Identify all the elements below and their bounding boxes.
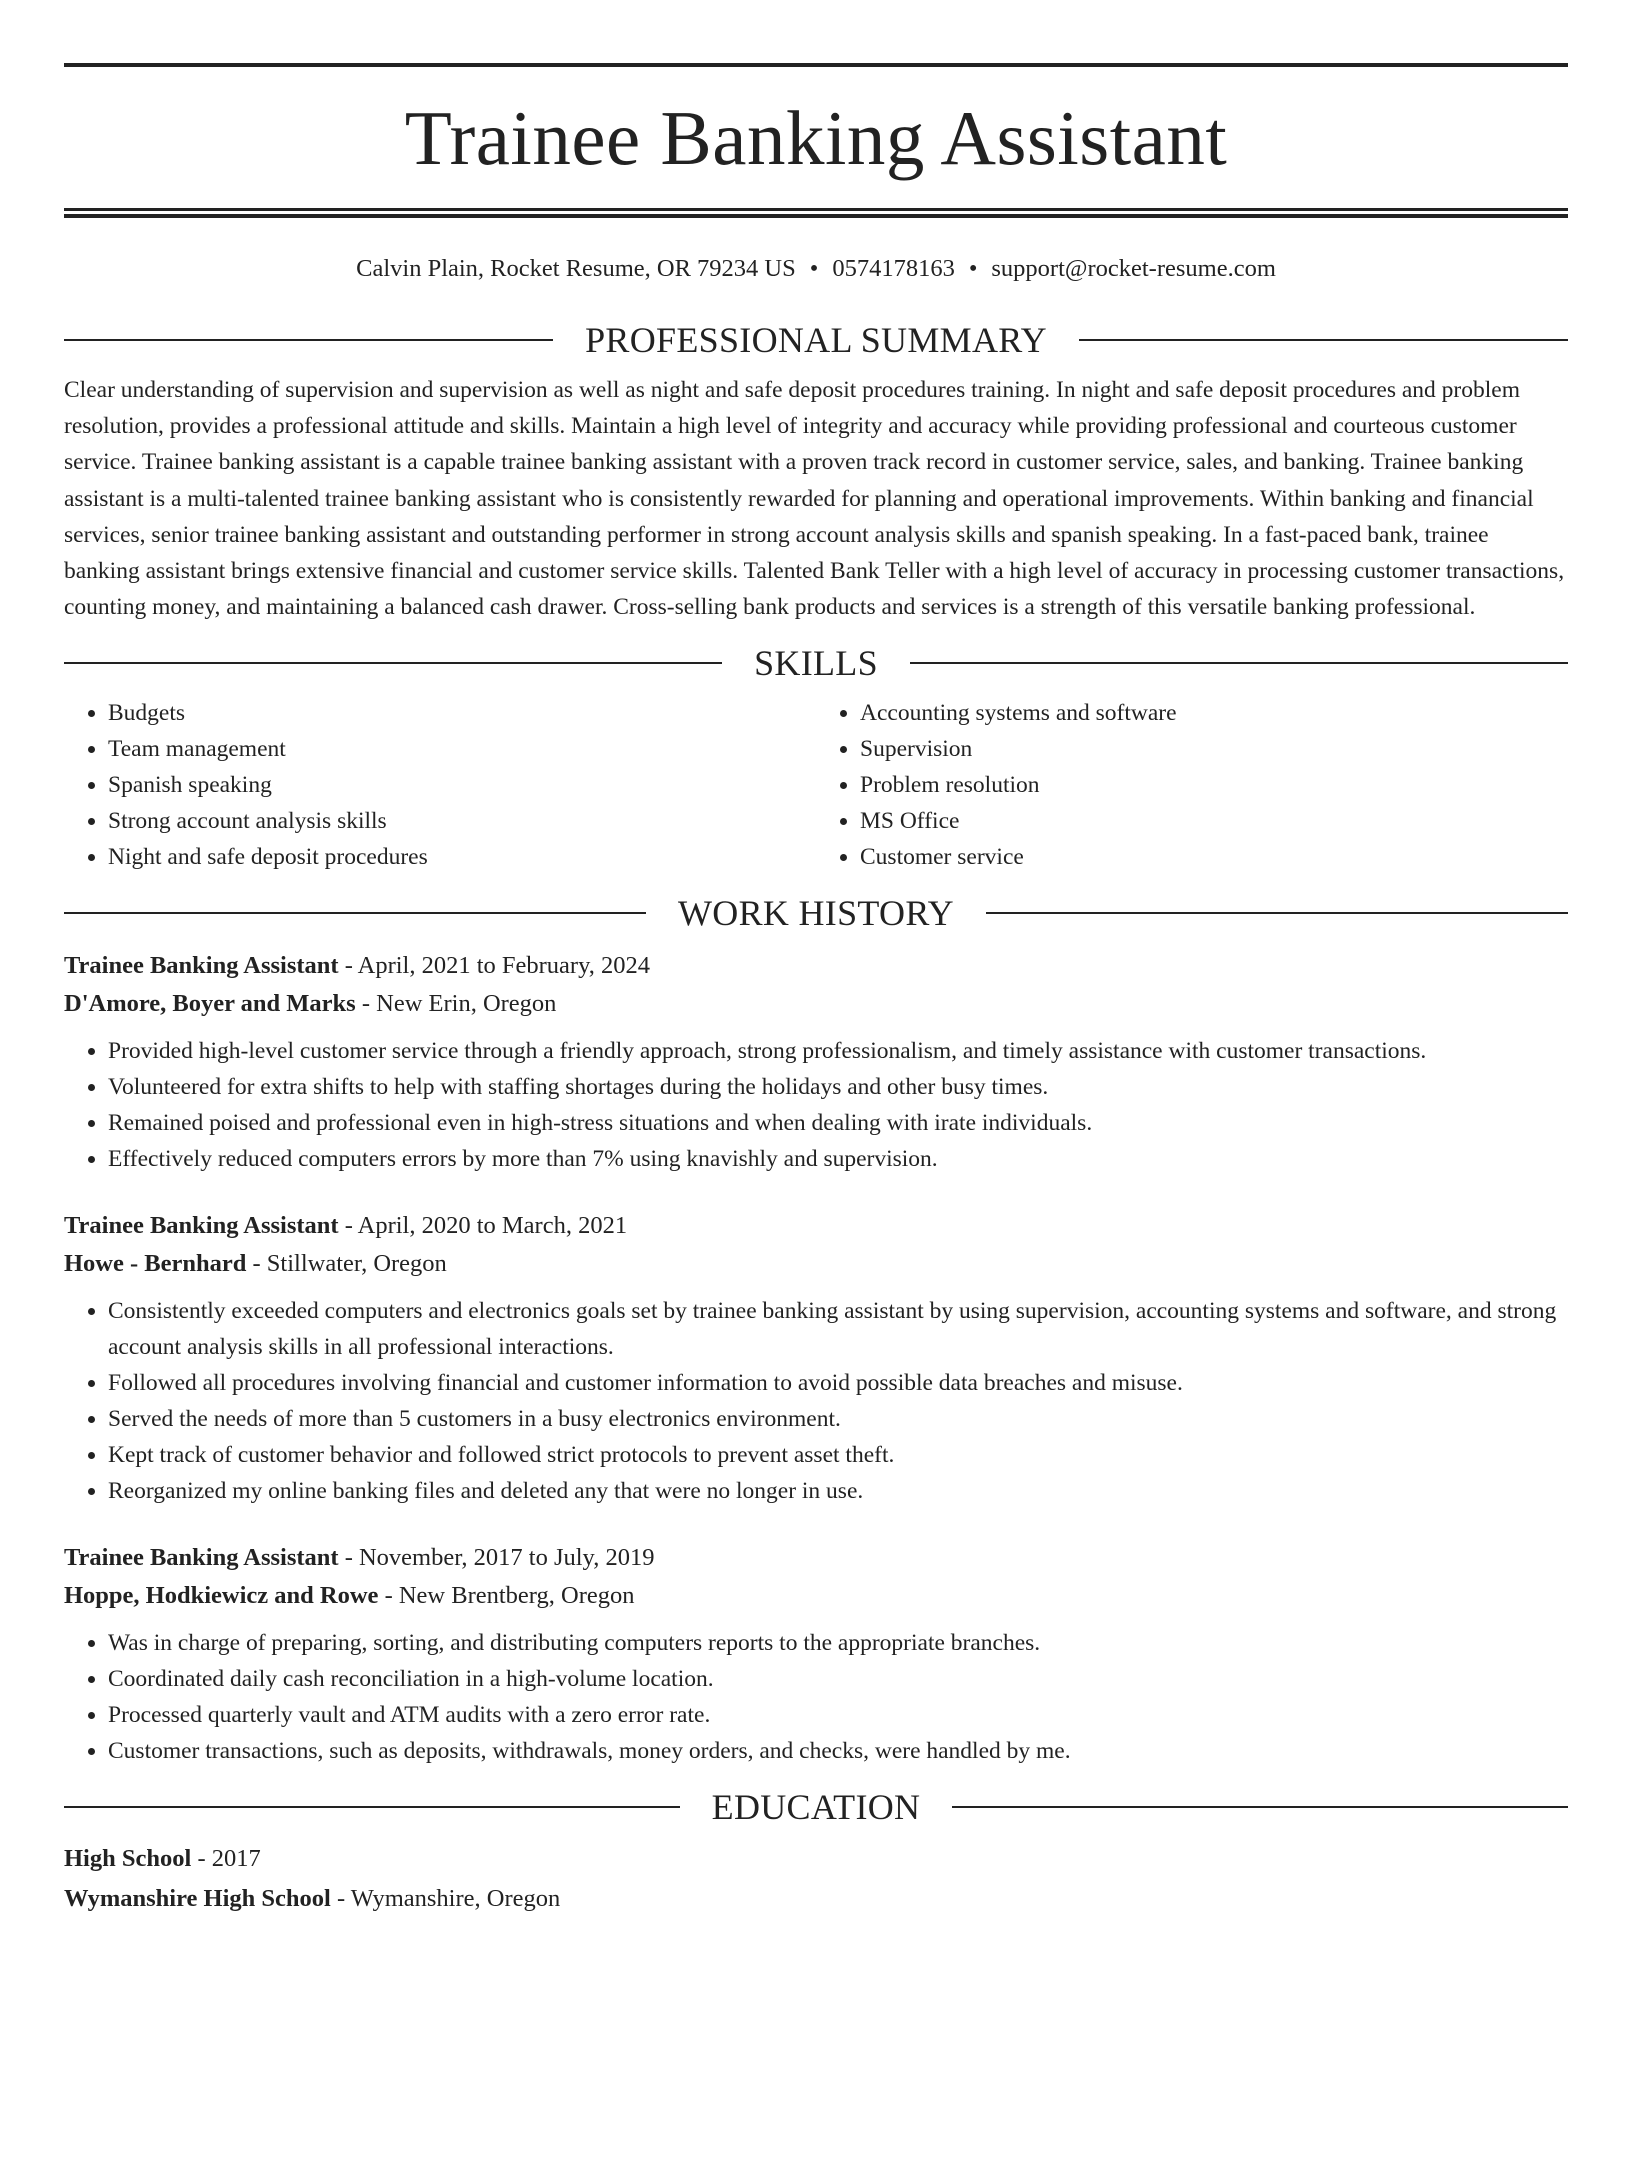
resume-title: Trainee Banking Assistant [404, 95, 1228, 181]
education-location: - Wymanshire, Oregon [330, 1885, 561, 1913]
job-location: - Stillwater, Oregon [246, 1250, 447, 1278]
summary-heading [64, 320, 1568, 360]
job-bullet: • Served the needs of more than 5 customers in a busy electronics environment. [108, 1401, 1568, 1437]
job-location: - New Erin, Oregon [355, 990, 557, 1018]
skill-item: • Problem resolution [860, 767, 1568, 803]
skill-item: • Strong account analysis skills [108, 803, 816, 839]
work-heading [64, 893, 1568, 933]
skill-item: • Supervision [860, 731, 1568, 767]
job-bullet: • Processed quarterly vault and ATM audits with a zero error rate. [108, 1697, 1568, 1733]
heading-rule-right [986, 912, 1568, 914]
job-company-line [64, 1577, 1568, 1615]
summary-text: Clear understanding of supervision and supervision as well as night and safe deposit procedures training. In night and safe deposit procedures and problem resolution, provides a professional attitude and skills. Maintain a high level of integrity and accuracy while providing professional and courteous customer service. Trainee banking assistant is a capable trainee banking assistant with a proven track record in customer service, sales, and banking. Trainee banking assistant is a multi-talented trainee banking assistant who is consistently rewarded for planning and operational improvements. Within banking and financial services, senior trainee banking assistant and outstanding performer in strong account analysis skills and spanish speaking. In a fast-paced bank, trainee banking assistant brings extensive financial and customer service skills. Talented Bank Teller with a high level of accuracy in processing customer transactions, counting money, and maintaining a balanced cash drawer. Cross-selling bank products and services is a strength of this versatile banking professional. [64, 377, 1565, 621]
education-entry [64, 1839, 1568, 1919]
skill-item: • MS Office [860, 803, 1568, 839]
contact-separator: • [809, 255, 819, 282]
job-bullet: • Coordinated daily cash reconciliation in a high-volume location. [108, 1661, 1568, 1697]
education-year: - 2017 [191, 1845, 261, 1873]
skills-column-left [64, 695, 816, 875]
job-bullet: • Was in charge of preparing, sorting, and distributing computers reports to the appropriate branches. [108, 1625, 1568, 1661]
job-entry [64, 1539, 1568, 1769]
skill-item: • Night and safe deposit procedures [108, 839, 816, 875]
job-title: Trainee Banking Assistant [64, 952, 339, 980]
heading-rule-left [64, 912, 646, 914]
job-bullet: • Followed all procedures involving financial and customer information to avoid possible data breaches and misuse. [108, 1365, 1568, 1401]
skill-item: • Team management [108, 731, 816, 767]
job-bullet: • Reorganized my online banking files and deleted any that were no longer in use. [108, 1473, 1568, 1509]
job-bullet: • Consistently exceeded computers and electronics goals set by trainee banking assistant by using supervision, accounting systems and software, and strong account analysis skills in all professional interactions. [108, 1293, 1568, 1365]
skill-item: • Accounting systems and software [860, 695, 1568, 731]
job-title-line [64, 1539, 1568, 1577]
job-bullet: • Volunteered for extra shifts to help with staffing shortages during the holidays and other busy times. [108, 1069, 1568, 1105]
job-bullets [64, 1033, 1568, 1177]
job-location: - New Brentberg, Oregon [378, 1582, 635, 1610]
education-school: Wymanshire High School [64, 1885, 331, 1913]
job-dates: - April, 2021 to February, 2024 [338, 952, 650, 980]
contact-phone: 0574178163 [832, 255, 955, 282]
job-bullet: • Provided high-level customer service through a friendly approach, strong professionalism, and timely assistance with customer transactions. [108, 1033, 1568, 1069]
job-bullet: • Kept track of customer behavior and followed strict protocols to prevent asset theft. [108, 1437, 1568, 1473]
job-company-line [64, 1245, 1568, 1283]
education-heading-label: EDUCATION [711, 1787, 921, 1828]
heading-rule-right [910, 662, 1568, 664]
heading-rule-right [952, 1806, 1568, 1808]
job-bullet: • Remained poised and professional even in high-stress situations and when dealing with irate individuals. [108, 1105, 1568, 1141]
job-company: D'Amore, Boyer and Marks [64, 990, 356, 1018]
job-company: Howe - Bernhard [64, 1250, 247, 1278]
skill-item: • Customer service [860, 839, 1568, 875]
job-entry [64, 1207, 1568, 1509]
job-dates: - November, 2017 to July, 2019 [338, 1544, 655, 1572]
resume-page [0, 63, 1632, 2175]
contact-address: Calvin Plain, Rocket Resume, OR 79234 US [356, 255, 796, 282]
job-dates: - April, 2020 to March, 2021 [338, 1212, 628, 1240]
job-title-line [64, 1207, 1568, 1245]
title-double-rule [64, 208, 1568, 218]
work-heading-label: WORK HISTORY [678, 893, 954, 934]
contact-email: support@rocket-resume.com [991, 255, 1276, 282]
job-company: Hoppe, Hodkiewicz and Rowe [64, 1582, 379, 1610]
heading-rule-left [64, 339, 553, 341]
education-school-line [64, 1879, 1568, 1919]
job-entry [64, 947, 1568, 1177]
job-bullets [64, 1293, 1568, 1509]
heading-rule-left [64, 662, 722, 664]
top-rule [64, 63, 1568, 67]
job-bullets [64, 1625, 1568, 1769]
heading-rule-right [1079, 339, 1568, 341]
summary-heading-label: PROFESSIONAL SUMMARY [585, 320, 1047, 360]
job-company-line [64, 985, 1568, 1023]
job-title: Trainee Banking Assistant [64, 1544, 339, 1572]
contact-line [64, 254, 1568, 284]
job-title-line [64, 947, 1568, 985]
skills-column-right [816, 695, 1568, 875]
education-degree-line [64, 1839, 1568, 1879]
education-degree: High School [64, 1845, 192, 1873]
job-bullet: • Customer transactions, such as deposits, withdrawals, money orders, and checks, were handled by me. [108, 1733, 1568, 1769]
job-bullet: • Effectively reduced computers errors by more than 7% using knavishly and supervision. [108, 1141, 1568, 1177]
heading-rule-left [64, 1806, 680, 1808]
skill-item: • Budgets [108, 695, 816, 731]
skills-heading [64, 643, 1568, 683]
education-heading [64, 1787, 1568, 1827]
skills-grid [64, 695, 1568, 875]
skill-item: • Spanish speaking [108, 767, 816, 803]
job-title: Trainee Banking Assistant [64, 1212, 339, 1240]
skills-heading-label: SKILLS [754, 643, 878, 684]
contact-separator: • [968, 255, 978, 282]
